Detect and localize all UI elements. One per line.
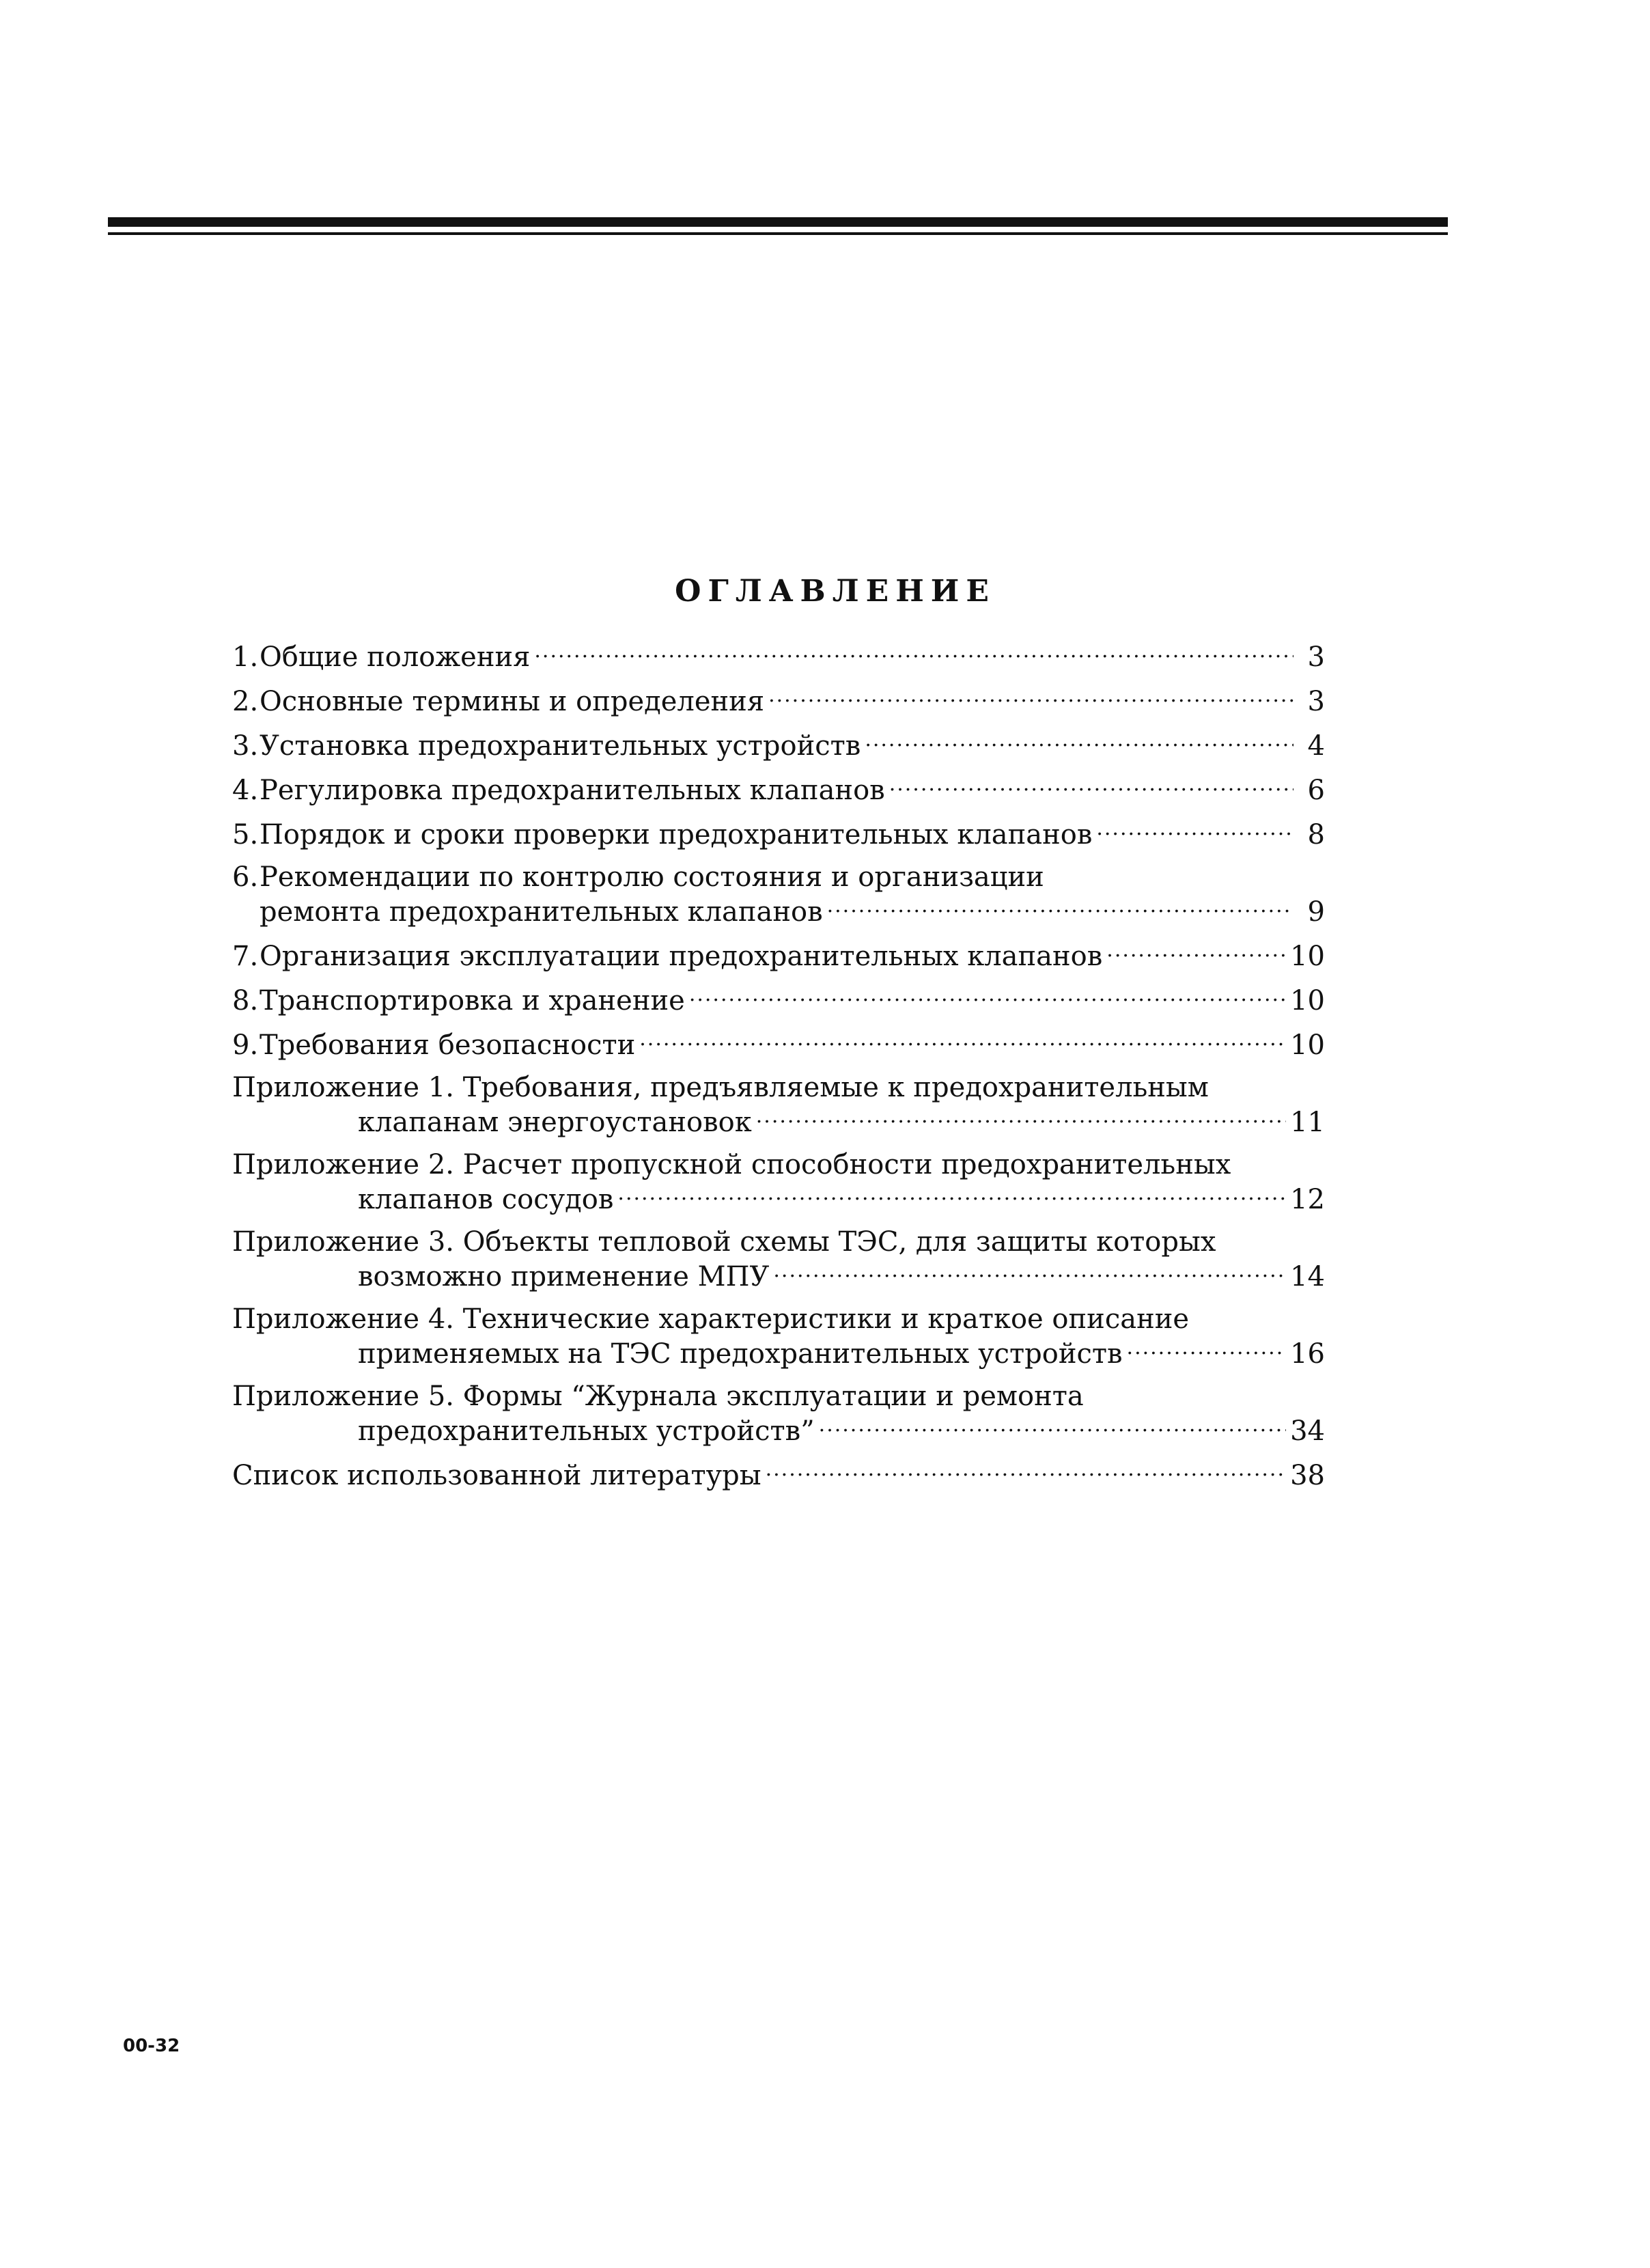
toc-entry-number: 4.: [232, 775, 259, 806]
toc-appendix-title: Приложение 3. Объекты тепловой схемы ТЭС, для защиты которых: [232, 1226, 1216, 1258]
toc-entry-title: Рекомендации по контролю состояния и организации: [260, 861, 1044, 893]
table-of-contents: [232, 639, 1325, 1502]
toc-entry-page: 3: [1307, 686, 1325, 717]
toc-references-page: 38: [1290, 1460, 1325, 1491]
toc-entry-number: 9.: [232, 1029, 259, 1061]
toc-entry-title: Порядок и сроки проверки предохранительных клапанов: [260, 819, 1093, 850]
toc-appendix-5[interactable]: [232, 1380, 1325, 1448]
toc-appendix-title: Приложение 2. Расчет пропускной способности предохранительных: [232, 1149, 1231, 1180]
toc-entry-title: Основные термины и определения: [260, 686, 765, 717]
toc-entry-number: 1.: [232, 641, 259, 673]
toc-references[interactable]: [232, 1457, 1325, 1492]
toc-entry-title: Организация эксплуатации предохранительных клапанов: [260, 941, 1103, 972]
toc-appendix-title: Приложение 5. Формы “Журнала эксплуатации и ремонта: [232, 1381, 1084, 1412]
toc-appendix-title: Приложение 1. Требования, предъявляемые к предохранительным: [232, 1072, 1209, 1103]
dot-leader: [819, 1413, 1286, 1440]
toc-entry-title: Требования безопасности: [260, 1029, 636, 1061]
toc-title: ОГЛАВЛЕНИЕ: [675, 574, 996, 609]
toc-entry-title: Общие положения: [260, 641, 531, 673]
toc-appendix-title-continued: применяемых на ТЭС предохранительных устройств: [358, 1338, 1123, 1370]
dot-leader: [1106, 938, 1286, 965]
toc-appendix-4[interactable]: [232, 1303, 1325, 1370]
toc-entry-page: 10: [1290, 985, 1325, 1017]
toc-entry-title: Транспортировка и хранение: [260, 985, 685, 1017]
toc-entry-title: Установка предохранительных устройств: [260, 730, 861, 762]
header-rule-thick: [108, 217, 1448, 227]
toc-entry-page: 3: [1307, 641, 1325, 673]
toc-references-title: Список использованной литературы: [232, 1460, 761, 1491]
toc-entry-page: 9: [1307, 896, 1325, 928]
toc-entry-2[interactable]: [232, 683, 1325, 718]
toc-entry-number: 8.: [232, 985, 259, 1017]
toc-entry-6[interactable]: [232, 861, 1325, 928]
dot-leader: [617, 1181, 1286, 1208]
dot-leader: [865, 728, 1294, 755]
toc-entry-9[interactable]: [232, 1027, 1325, 1062]
toc-entry-number: 7.: [232, 941, 259, 972]
toc-appendix-title-continued: клапанов сосудов: [358, 1184, 614, 1215]
toc-entry-title-continued: ремонта предохранительных клапанов: [260, 896, 823, 928]
toc-entry-page: 10: [1290, 941, 1325, 972]
dot-leader: [689, 982, 1286, 1010]
dot-leader: [827, 894, 1294, 921]
page-code: 00-32: [123, 2036, 180, 2056]
toc-entry-page: 4: [1307, 730, 1325, 762]
toc-entry-7[interactable]: [232, 938, 1325, 973]
dot-leader: [768, 683, 1294, 710]
toc-appendix-title-continued: возможно применение МПУ: [358, 1261, 770, 1292]
toc-entry-4[interactable]: [232, 772, 1325, 807]
toc-appendix-3[interactable]: [232, 1226, 1325, 1293]
toc-entry-page: 6: [1307, 775, 1325, 806]
dot-leader: [766, 1457, 1287, 1484]
toc-appendix-title-continued: клапанам энергоустановок: [358, 1107, 752, 1138]
dot-leader: [1096, 816, 1294, 844]
dot-leader: [773, 1258, 1286, 1286]
toc-entry-number: 3.: [232, 730, 259, 762]
toc-entry-page: 10: [1290, 1029, 1325, 1061]
dot-leader: [1127, 1336, 1287, 1363]
dot-leader: [639, 1027, 1286, 1054]
toc-entry-number: 2.: [232, 686, 259, 717]
toc-entry-3[interactable]: [232, 728, 1325, 762]
toc-entry-8[interactable]: [232, 982, 1325, 1017]
toc-appendix-2[interactable]: [232, 1148, 1325, 1216]
dot-leader: [889, 772, 1294, 799]
dot-leader: [756, 1104, 1286, 1131]
toc-appendix-page: 14: [1290, 1261, 1325, 1292]
toc-appendix-page: 34: [1290, 1415, 1325, 1447]
toc-appendix-title: Приложение 4. Технические характеристики и краткое описание: [232, 1303, 1190, 1335]
toc-entry-5[interactable]: [232, 816, 1325, 851]
toc-entry-number: 6.: [232, 861, 259, 893]
toc-entry-1[interactable]: [232, 639, 1325, 674]
toc-appendix-page: 16: [1290, 1338, 1325, 1370]
toc-appendix-1[interactable]: [232, 1071, 1325, 1139]
toc-entry-number: 5.: [232, 819, 259, 850]
toc-entry-title: Регулировка предохранительных клапанов: [260, 775, 885, 806]
toc-entry-page: 8: [1307, 819, 1325, 850]
dot-leader: [534, 639, 1294, 666]
toc-appendix-page: 12: [1290, 1184, 1325, 1215]
toc-appendix-page: 11: [1290, 1107, 1325, 1138]
header-rule-thin: [108, 232, 1448, 235]
toc-appendix-title-continued: предохранительных устройств”: [358, 1415, 815, 1447]
